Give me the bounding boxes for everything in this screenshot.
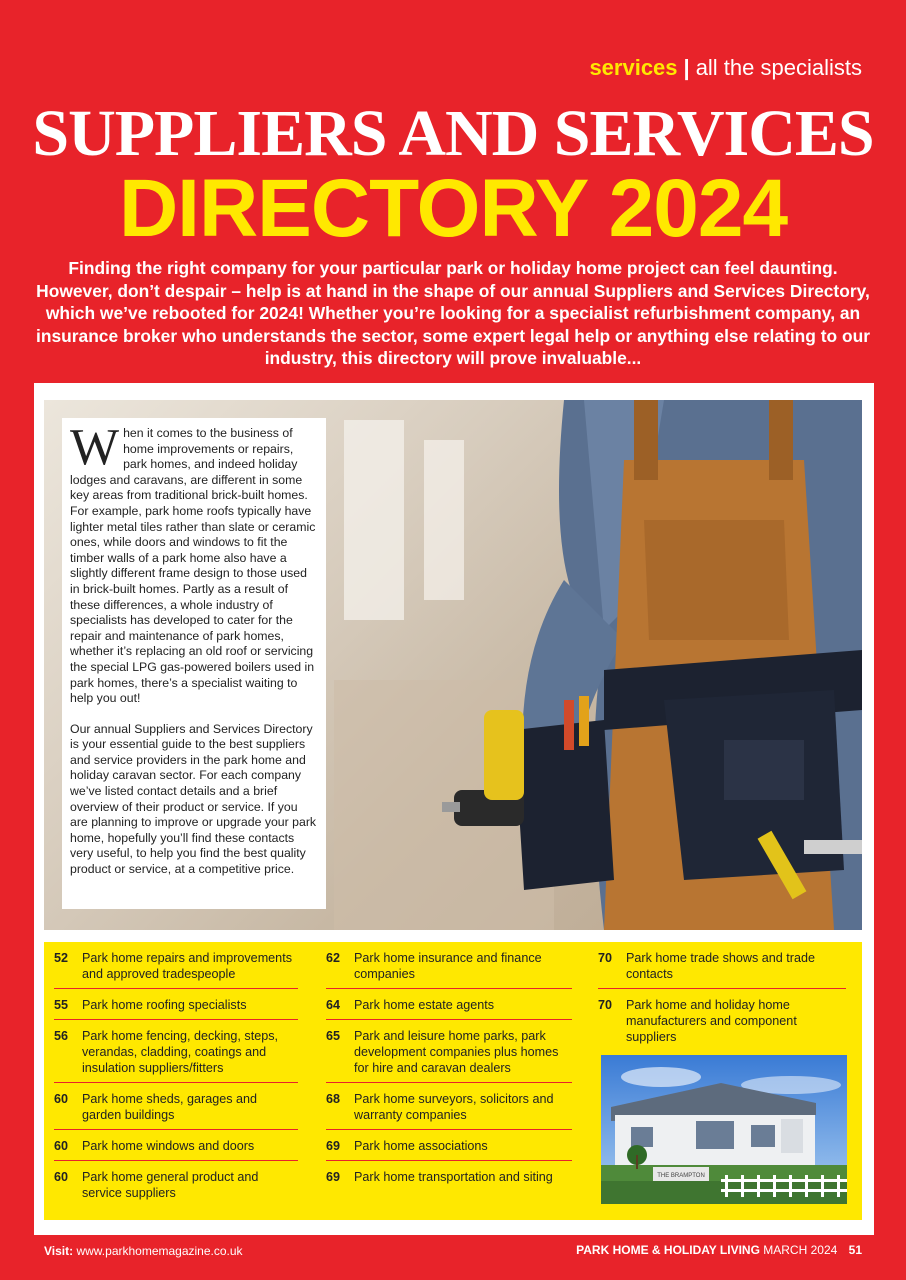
contents-label: Park home insurance and finance companies xyxy=(354,951,542,981)
contents-column-2 xyxy=(326,950,572,1199)
contents-label: Park home trade shows and trade contacts xyxy=(626,951,816,981)
contents-page: 52 xyxy=(54,951,69,965)
contents-item xyxy=(326,1169,572,1191)
footer-url-link[interactable]: www.parkhomemagazine.co.uk xyxy=(76,1244,243,1258)
contents-page: 70 xyxy=(598,998,613,1012)
footer-visit xyxy=(44,1244,243,1258)
contents-label: Park home transportation and siting xyxy=(354,1170,553,1184)
section-label: all the specialists xyxy=(695,55,862,80)
contents-page: 62 xyxy=(326,951,341,965)
body-text xyxy=(62,418,326,909)
body-paragraph-1 xyxy=(70,419,318,707)
contents-page: 60 xyxy=(54,1170,69,1184)
contents-item xyxy=(54,1028,298,1083)
contents-label: Park home and holiday home manufacturers and component suppliers xyxy=(626,998,797,1044)
footer-issue: MARCH 2024 xyxy=(763,1243,838,1257)
contents-page: 69 xyxy=(326,1139,341,1153)
contents-label: Park home general product and service suppliers xyxy=(82,1170,259,1200)
page-subtitle: DIRECTORY 2024 xyxy=(118,163,788,254)
section-divider: | xyxy=(683,55,690,80)
contents-item xyxy=(54,997,298,1020)
house-sign-text: THE BRAMPTON xyxy=(657,1173,705,1179)
park-home-illustration xyxy=(601,1055,847,1204)
body-paragraph-2: Our annual Suppliers and Services Directory is your essential guide to the best suppliers and service providers in the park home and holiday caravan sector. For each company we’ve listed contact details and a brief overview of their product or service. If you are planning to improve or upgrade your park home, hopefully you’ll find these contacts very useful, to help you find the best quality product or service, at a competitive price. xyxy=(70,721,317,877)
intro-standfirst: Finding the right company for your particular park or holiday home project can feel daunting. However, don’t despair – help is at hand in the shape of our annual Suppliers and Services Directory, which we’ve rebooted for 2024! Whether you’re looking for a specialist refurbishment company, an insurance broker who understands the sector, some expert legal help or anything else relating to our industry, this directory will prove invaluable... xyxy=(36,258,870,368)
contents-page: 70 xyxy=(598,951,613,965)
contents-label: Park home fencing, decking, steps, verandas, cladding, coatings and insulation suppliers/fitters xyxy=(82,1029,279,1075)
contents-label: Park home windows and doors xyxy=(82,1139,255,1153)
contents-item xyxy=(326,950,572,989)
contents-item xyxy=(54,1138,298,1161)
drop-cap: W xyxy=(70,419,120,476)
contents-page: 69 xyxy=(326,1170,341,1184)
contents-page: 60 xyxy=(54,1139,69,1153)
footer-magazine: PARK HOME & HOLIDAY LIVING xyxy=(576,1243,760,1257)
contents-label: Park home associations xyxy=(354,1139,488,1153)
footer-visit-label: Visit: xyxy=(44,1244,74,1258)
contents-page: 68 xyxy=(326,1092,341,1106)
contents-item xyxy=(326,1091,572,1130)
contents-page: 56 xyxy=(54,1029,69,1043)
contents-item xyxy=(326,1138,572,1161)
contents-item xyxy=(54,1091,298,1130)
contents-label: Park home surveyors, solicitors and warranty companies xyxy=(354,1092,554,1122)
contents-label: Park home repairs and improvements and approved tradespeople xyxy=(82,951,292,981)
contents-page: 65 xyxy=(326,1029,341,1043)
contents-item xyxy=(598,950,846,989)
contents-label: Park home roofing specialists xyxy=(82,998,247,1012)
contents-column-1 xyxy=(54,950,298,1215)
contents-page: 55 xyxy=(54,998,69,1012)
contents-page: 60 xyxy=(54,1092,69,1106)
footer-folio xyxy=(576,1243,862,1257)
section-highlight: services xyxy=(589,55,678,80)
contents-item xyxy=(326,1028,572,1083)
contents-label: Park and leisure home parks, park development companies plus homes for hire and caravan dealers xyxy=(354,1029,559,1075)
contents-item xyxy=(54,1169,298,1207)
contents-item xyxy=(598,997,846,1051)
contents-label: Park home estate agents xyxy=(354,998,495,1012)
contents-page: 64 xyxy=(326,998,341,1012)
park-home-photo xyxy=(601,1055,847,1204)
page-title: SUPPLIERS AND SERVICES xyxy=(32,97,874,170)
contents-item xyxy=(54,950,298,989)
body-paragraph-1-text: hen it comes to the business of home improvements or repairs, park homes, and indeed holiday lodges and caravans, are different in some key areas from traditional brick-built homes. For example, park home roofs typically have lighter metal tiles rather than slate or ceramic ones, while doors and windows to fit the timber walls of a park home also have a slightly different frame design to those used in brick-built homes. Partly as a result of these differences, a whole industry of specialists has developed to cater for the repair and maintenance of park homes, whether it’s replacing an old roof or servicing the special LPG gas-powered boilers used in park homes, there’s a specialist waiting to help you out! xyxy=(70,426,316,706)
section-tag xyxy=(589,55,862,81)
footer-page-number: 51 xyxy=(848,1243,862,1257)
contents-item xyxy=(326,997,572,1020)
contents-column-3 xyxy=(598,950,846,1059)
contents-label: Park home sheds, garages and garden buildings xyxy=(82,1092,258,1122)
